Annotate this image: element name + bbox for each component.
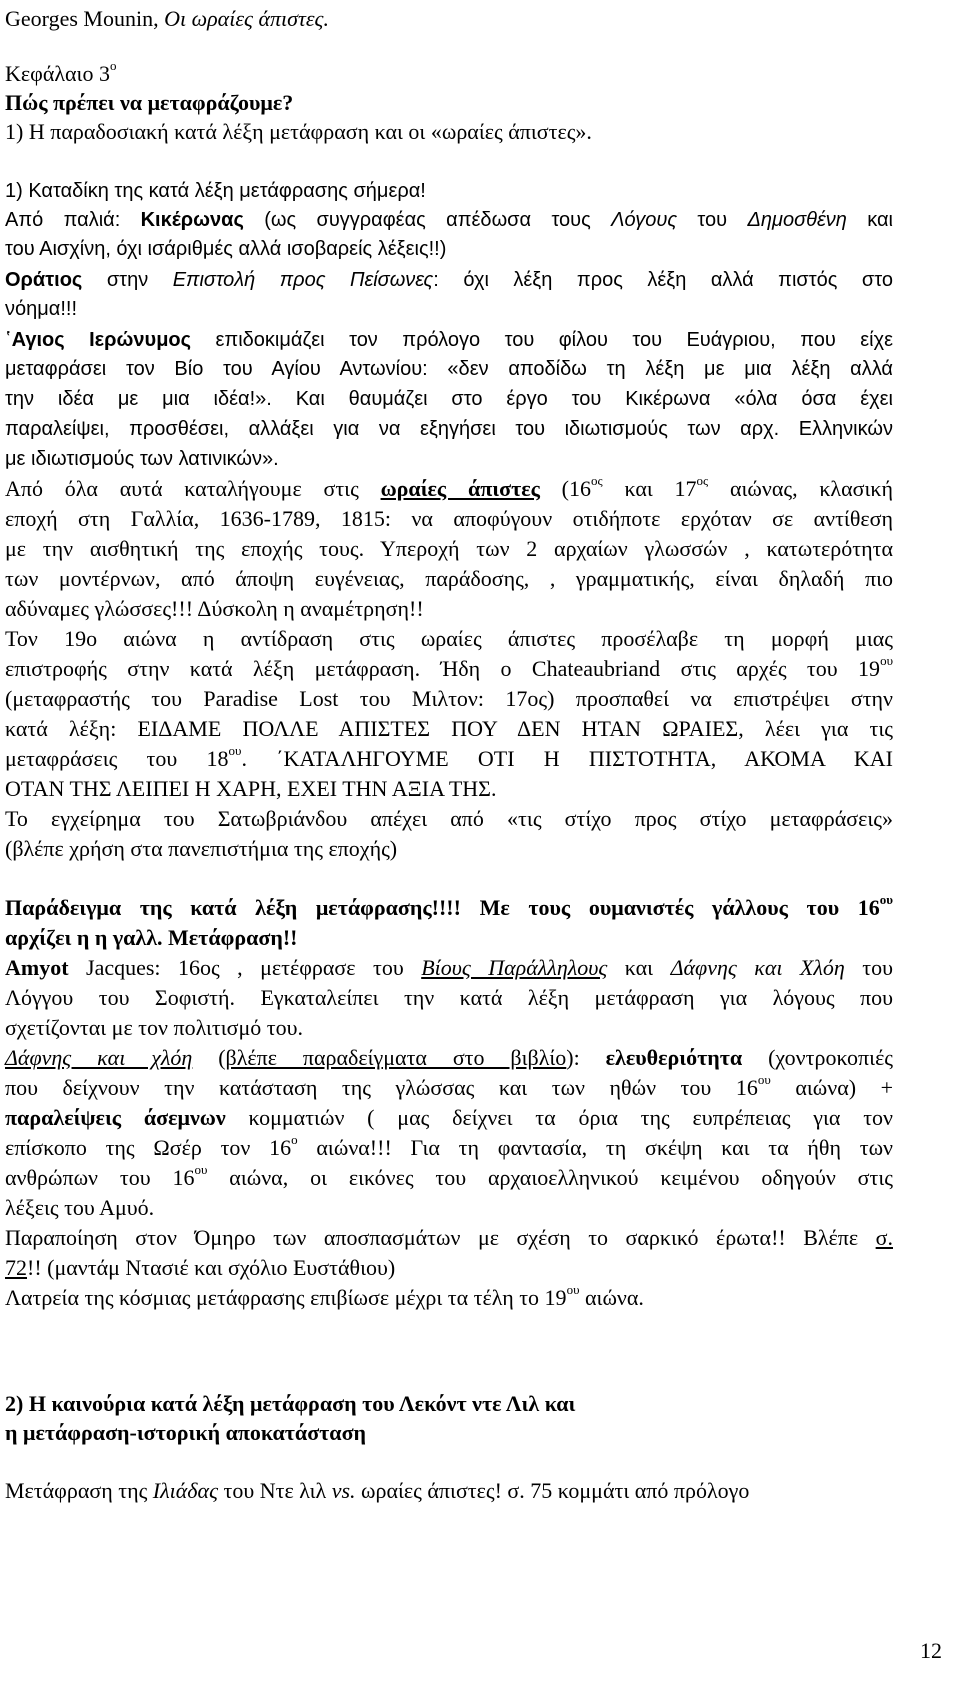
- text-run: (ως συγγραφέας απέδωσα τους: [243, 209, 612, 231]
- text-run: ανθρώπων του 16: [5, 1165, 195, 1190]
- text-run: Δάφνης και Χλόη: [670, 955, 845, 980]
- text-run: επιδοκιμάζει τον πρόλογο του φίλου του Ευάγριου, που είχε: [191, 329, 893, 351]
- text-run: επίσκοπο της Ωσέρ τον 16: [5, 1135, 292, 1160]
- example-heading-line: αρχίζει η η γαλλ. Μετάφραση!!: [5, 925, 298, 950]
- author-name: Georges Mounin,: [5, 6, 165, 31]
- paragraph-line: [5, 1476, 749, 1506]
- section1-heading: 1) Καταδίκη της κατά λέξη μετάφρασης σήμερα!: [5, 180, 426, 202]
- superscript: ου: [757, 1071, 771, 1087]
- paragraph-line: των μοντέρνων, από άποψη ευγένειας, παράδοσης, , γραμματικής, είναι δηλαδή πιο: [5, 566, 893, 591]
- text-run: Δάφνης και χλόη: [5, 1045, 193, 1070]
- paragraph-line: μεταφράσει τον Βίο του Αγίου Αντωνίου: «δεν αποδίδω τη λέξη με μια λέξη αλλά: [5, 358, 893, 380]
- book-title: Οι ωραίες άπιστες.: [164, 6, 329, 31]
- paragraph-line: [5, 1133, 893, 1163]
- example-heading-line: [5, 893, 893, 923]
- text-run: βλέπε παραδείγματα στο βιβλίο: [225, 1045, 567, 1070]
- paragraph-line: λέξεις του Αμυό.: [5, 1195, 155, 1220]
- text-run: που δείχνουν την κατάσταση της γλώσσας και των ηθών του 16: [5, 1075, 758, 1100]
- text-run: και: [846, 209, 893, 231]
- text-run: και 17: [602, 476, 697, 501]
- paragraph-line: σχετίζονται με τον πολιτισμό του.: [5, 1015, 304, 1040]
- text-run: Παραποίηση στον Όμηρο των αποσπασμάτων με σχέση το σαρκικό έρωτα!! Βλέπε: [5, 1225, 876, 1250]
- text-run: και: [607, 955, 671, 980]
- paragraph-line: την ιδέα με μια ιδέα!». Και θαυμάζει στο έργο του Κικέρωνα «όλα όσα έχει: [5, 388, 893, 410]
- text-run: του Ντε λιλ: [218, 1478, 332, 1503]
- paragraph-line: [5, 1043, 893, 1073]
- paragraph-line: ΟΤΑΝ ΤΗΣ ΛΕΙΠΕΙ Η ΧΑΡΗ, ΕΧΕΙ ΤΗΝ ΑΞΙΑ ΤΗΣ.: [5, 776, 497, 801]
- superscript: ου: [880, 652, 893, 668]
- text-run: Ιλιάδας: [152, 1478, 219, 1503]
- superscript: ος: [696, 472, 709, 488]
- text-run: ελευθεριότητα: [605, 1045, 743, 1070]
- paragraph-line: Το εγχείρημα του Σατωβριάνδου απέχει από «τις στίχο προς στίχο μεταφράσεις»: [5, 806, 893, 831]
- text-run: vs.: [331, 1478, 356, 1503]
- text-run: Δημοσθένη: [747, 209, 847, 231]
- paragraph-line: (μεταφραστής του Paradise Lost του Μιλτον: 17ος) προσπαθεί να επιστρέψει στην: [5, 686, 893, 711]
- superscript: ου: [879, 891, 893, 907]
- paragraph-line: Τον 19ο αιώνα η αντίδραση στις ωραίες άπιστες προσέλαβε τη μορφή μιας: [5, 626, 893, 651]
- paragraph-line: [5, 474, 893, 504]
- text-run: Από όλα αυτά καταλήγουμε στις: [5, 476, 381, 501]
- chapter-label-text: Κεφάλαιο 3: [5, 61, 110, 86]
- text-run: Κικέρωνας: [140, 209, 244, 231]
- text-run: Από παλιά:: [5, 209, 141, 231]
- text-run: (: [192, 1045, 226, 1070]
- paragraph-line: του Αισχίνη, όχι ισάριθμές αλλά ισοβαρείς λέξεις!!): [5, 238, 447, 260]
- section2-heading: η μετάφραση-ιστορική αποκατάσταση: [5, 1420, 367, 1445]
- superscript: ου: [228, 742, 242, 758]
- text-run: Οράτιος: [5, 269, 83, 291]
- text-run: Μετάφραση της: [5, 1478, 153, 1503]
- superscript: ου: [194, 1161, 208, 1177]
- text-run: αιώνας, κλασική: [708, 476, 893, 501]
- text-run: : όχι λέξη προς λέξη αλλά πιστός στο: [433, 269, 894, 291]
- text-run: ωραίες άπιστες! σ. 75 κομμάτι από πρόλογο: [355, 1478, 750, 1503]
- superscript: ος: [591, 472, 603, 488]
- text-run: !! (μαντάμ Ντασιέ και σχόλιο Ευστάθιου): [27, 1255, 396, 1280]
- chapter-subtitle: 1) Η παραδοσιακή κατά λέξη μετάφραση και οι «ωραίες άπιστες».: [5, 119, 592, 144]
- text-run: Βίους Παράλληλους: [421, 955, 608, 980]
- paragraph-line: νόημα!!!: [5, 298, 78, 320]
- paragraph-line: με την αισθητική της εποχής τους. Υπεροχή των 2 αρχαίων γλωσσών , κατωτερότητα: [5, 536, 893, 561]
- text-run: (16: [539, 476, 592, 501]
- paragraph-line: αδύναμες γλώσσες!!! Δύσκολη η αναμέτρηση!!: [5, 596, 424, 621]
- paragraph-line: με ιδιωτισμούς των λατινικών».: [5, 448, 279, 470]
- paragraph-line: [5, 1283, 644, 1313]
- chapter-sup: ο: [109, 57, 117, 73]
- paragraph-line: [5, 205, 893, 235]
- chapter-title: Πώς πρέπει να μεταφράζουμε?: [5, 90, 294, 115]
- paragraph-line: [5, 265, 893, 295]
- text-run: παραλείψεις άσεμνων: [5, 1105, 226, 1130]
- section2-heading: 2) Η καινούρια κατά λέξη μετάφραση του Λεκόντ ντε Λιλ και: [5, 1391, 576, 1416]
- text-run: αιώνα!!! Για τη φαντασία, τη σκέψη και τα ήθη των: [297, 1135, 893, 1160]
- text-run: (χοντροκοπιές: [742, 1045, 894, 1070]
- text-run: του: [677, 209, 748, 231]
- paragraph-line: [5, 744, 893, 774]
- text-run: αιώνα) +: [770, 1075, 893, 1100]
- text-run: αιώνα.: [579, 1285, 644, 1310]
- paragraph-line: [5, 1103, 893, 1133]
- text-run: Amyot: [5, 955, 69, 980]
- document-header: [5, 4, 329, 34]
- superscript: ου: [566, 1281, 580, 1297]
- text-run: Παράδειγμα της κατά λέξη μετάφρασης!!!! Με τους ουμανιστές γάλλους του 16: [5, 895, 880, 920]
- text-run: Λόγους: [611, 209, 678, 231]
- text-run: κομματιών ( μας δείχνει τα όρια της ευπρέπειας για τον: [225, 1105, 894, 1130]
- text-run: ῾Αγιος Ιερώνυμος: [5, 329, 192, 351]
- text-run: ωραίες άπιστες: [380, 476, 540, 501]
- text-run: στην: [82, 269, 173, 291]
- chapter-label: [5, 59, 116, 89]
- text-run: Επιστολή προς Πείσωνες: [172, 269, 434, 291]
- paragraph-line: [5, 1073, 893, 1103]
- text-run: . ΄ΚΑΤΑΛΗΓΟΥΜΕ ΟΤΙ Η ΠΙΣΤΟΤΗΤΑ, ΑΚΟΜΑ ΚΑΙ: [241, 746, 893, 771]
- text-run: μεταφράσεις του 18: [5, 746, 229, 771]
- paragraph-line: εποχή στη Γαλλία, 1636-1789, 1815: να αποφύγουν οτιδήποτε ερχόταν σε αντίθεση: [5, 506, 893, 531]
- paragraph-line: [5, 953, 893, 983]
- paragraph-line: παραλείψει, προσθέσει, αλλάξει για να εξηγήσει του ιδιωτισμούς των αρχ. Ελληνικών: [5, 418, 893, 440]
- paragraph-line: (βλέπε χρήση στα πανεπιστήμια της εποχής): [5, 836, 398, 861]
- text-run: Jacques: 16ος , μετέφρασε του: [68, 955, 422, 980]
- paragraph-line: [5, 1163, 893, 1193]
- page-reference: 72: [5, 1255, 27, 1280]
- page-reference: σ.: [875, 1225, 893, 1250]
- paragraph-line: [5, 1253, 395, 1283]
- paragraph-line: [5, 654, 893, 684]
- paragraph-line: [5, 1223, 893, 1253]
- page-number: 12: [920, 1638, 942, 1663]
- text-run: επιστροφής στην κατά λέξη μετάφραση. Ήδη ο Chateaubriand στις αρχές του 19: [5, 656, 881, 681]
- text-run: αιώνα, οι εικόνες του αρχαιοελληνικού κειμένου οδηγούν στις: [207, 1165, 893, 1190]
- superscript: ο: [291, 1131, 298, 1147]
- paragraph-line: κατά λέξη: ΕΙΔΑΜΕ ΠΟΛΛΕ ΑΠΙΣΤΕΣ ΠΟΥ ΔΕΝ ΗΤΑΝ ΩΡΑΙΕΣ, λέει για τις: [5, 716, 893, 741]
- text-run: Λατρεία της κόσμιας μετάφρασης επιβίωσε μέχρι τα τέλη το 19: [5, 1285, 567, 1310]
- paragraph-line: Λόγγου του Σοφιστή. Εγκαταλείπει την κατά λέξη μετάφραση για λόγους που: [5, 985, 893, 1010]
- text-run: του: [844, 955, 894, 980]
- paragraph-line: [5, 325, 893, 355]
- text-run: ):: [566, 1045, 606, 1070]
